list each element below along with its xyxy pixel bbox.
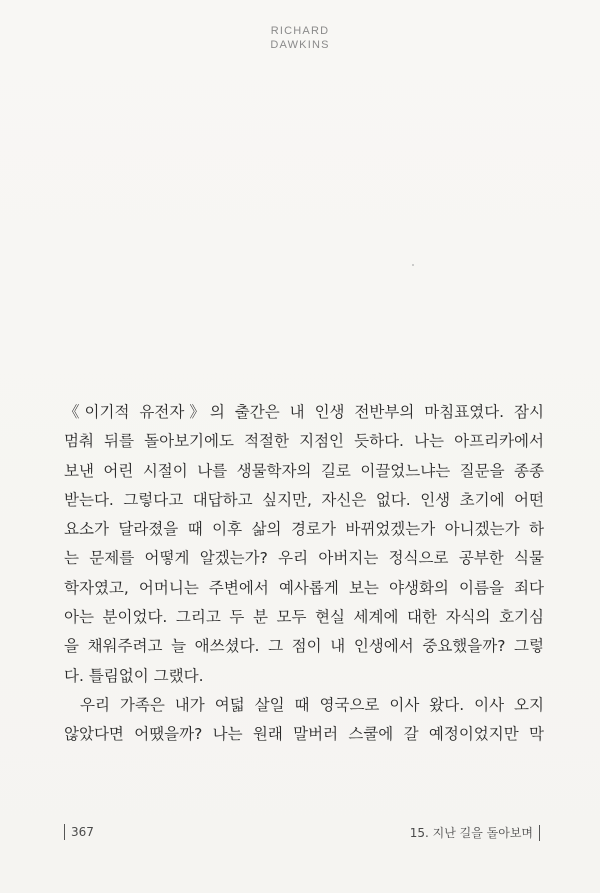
author-first-name: RICHARD — [270, 25, 330, 37]
chapter-title: 15. 지난 길을 돌아보며 — [409, 826, 533, 840]
body-line: 않았다면 어땠을까? 나는 원래 말버러 스쿨에 갈 예정이었지만 막 — [64, 725, 544, 744]
body-line: 을 채워주려고 늘 애쓰셨다. 그 점이 내 인생에서 중요했을까? 그렇 — [64, 637, 544, 656]
body-line: 우리 가족은 내가 여덟 살일 때 영국으로 이사 왔다. 이사 오지 — [80, 695, 544, 714]
body-line: 요소가 달라졌을 때 이후 삶의 경로가 바뀌었겠는가 아니겠는가 하 — [64, 520, 544, 539]
footer-right — [410, 824, 540, 841]
author-last-name: DAWKINS — [270, 39, 330, 51]
body-line: 《이기적 유전자》의 출간은 내 인생 전반부의 마침표였다. 잠시 — [64, 403, 544, 421]
footer-left — [64, 824, 94, 840]
body-line: 학자였고, 어머니는 주변에서 예사롭게 보는 야생화의 이름을 죄다 — [64, 578, 544, 597]
page-number: 367 — [71, 825, 94, 839]
footer-divider-left — [64, 824, 65, 840]
body-line: 보낸 어린 시절이 나를 생물학자의 길로 이끌었느냐는 질문을 종종 — [64, 461, 544, 480]
body-line: 아는 분이었다. 그리고 두 분 모두 현실 세계에 대한 자식의 호기심 — [64, 608, 544, 627]
running-header-author — [0, 24, 600, 52]
body-text — [64, 398, 544, 750]
page-footer — [0, 824, 600, 844]
body-line: 멈춰 뒤를 돌아보기에도 적절한 지점인 듯하다. 나는 아프리카에서 — [64, 432, 544, 451]
body-line: 받는다. 그렇다고 대답하고 싶지만, 자신은 없다. 인생 초기에 어떤 — [64, 490, 544, 509]
body-line: 는 문제를 어떻게 알겠는가? 우리 아버지는 정식으로 공부한 식물 — [64, 549, 544, 568]
footer-divider-right — [539, 825, 540, 841]
page-speck — [412, 264, 414, 266]
body-line: 다. 틀림없이 그랬다. — [64, 666, 204, 685]
